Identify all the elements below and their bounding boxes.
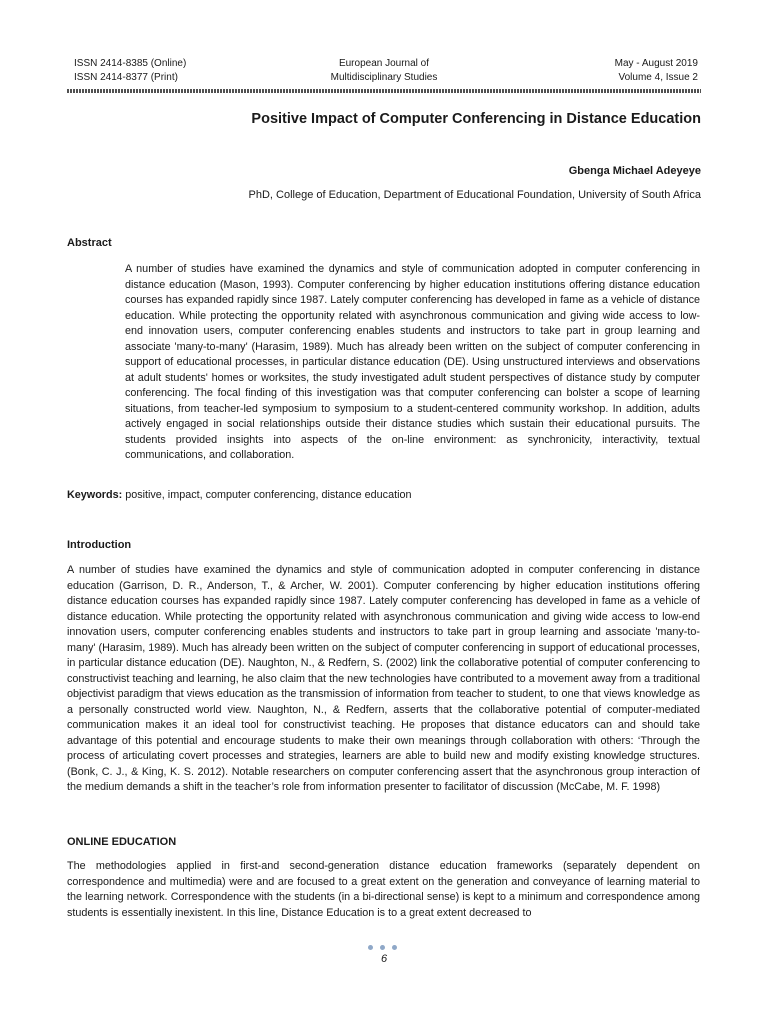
- issn-online: ISSN 2414-8385 (Online): [74, 58, 187, 69]
- introduction-heading: Introduction: [67, 539, 132, 551]
- header-issue: [615, 57, 698, 84]
- paper-title: Positive Impact of Computer Conferencing in Distance Education: [251, 111, 701, 127]
- author-affiliation: PhD, College of Education, Department of Educational Foundation, University of South Africa: [248, 189, 701, 201]
- ornament-dot: [392, 945, 397, 950]
- author-name: Gbenga Michael Adeyeye: [568, 165, 701, 177]
- issn-print: ISSN 2414-8377 (Print): [74, 71, 178, 83]
- ornament-dot: [380, 945, 385, 950]
- keywords-text: positive, impact, computer conferencing, distance education: [122, 489, 412, 501]
- introduction-text: A number of studies have examined the dynamics and style of communication adopted in computer conferencing in distance education (Garrison, D. R., Anderson, T., & Archer, W. 2001). Computer conferencing by higher education institutions offering distance education courses has expanded rapidly since 1987. Lately computer conferencing has developed in fame as a vehicle of distance education. While protecting the opportunity related with asynchronous communication and giving wide access to low-end innovation users, computer conferencing enables students and instructors to take part in group learning and associate 'many-to-many' (Harasim, 1989). Much has already been written on the subject of computer conferencing in support of educational processes, in particular distance education (DE). Naughton, N., & Redfern, S. (2002) link the collaborative potential of computer conferencing to constructivist teaching and learning, he also claim that the new technologies have contributed to a movement away from a traditional objectivist paradigm that views education as the transmission of information from teacher to student, to one that views knowledge as a personally constructed world view. Naughton, N., & Redfern, asserts that the collaborative potential of computer-mediated communication makes it an ideal tool for constructivist teaching. He proposes that distance educators can and should take advantage of this potential and encourage students to make their own meanings through collaboration with others: ‘Through the process of articulating covert processes and strategies, learners are able to build new and modify existing knowledge structures. (Bonk, C. J., & King, K. S. 2012). Notable researchers on computer conferencing assert that the asynchronous group interaction of the medium demands a shift in the teacher’s role from information presenter to facilitator of discussion (McCabe, M. F. 1998): [67, 564, 700, 793]
- issue-volume: Volume 4, Issue 2: [618, 71, 698, 83]
- keywords-label: Keywords:: [67, 489, 123, 501]
- journal-name-line2: Multidisciplinary Studies: [330, 71, 438, 83]
- abstract-heading: Abstract: [67, 237, 112, 249]
- journal-name-line1: European Journal of: [338, 58, 430, 69]
- header-divider: [67, 89, 701, 93]
- online-education-heading: ONLINE EDUCATION: [67, 836, 177, 848]
- online-education-text: The methodologies applied in first-and second-generation distance education frameworks (separately dependent on correspondence and multimedia) were and are focused to a great extent on the generation and conveyance of learning material to the learning network. Correspondence with the students (in a bi-directional sense) is kept to a minimum and correspondence among students is essentially inexistent. In this line, Distance Education is to a great extent decreased to: [67, 860, 700, 919]
- ornament-dot: [368, 945, 373, 950]
- issue-date: May - August 2019: [614, 58, 698, 69]
- abstract-text: A number of studies have examined the dynamics and style of communication adopted in computer conferencing in distance education (Mason, 1993). Computer conferencing by higher education institutions offering distance education courses has expanded rapidly since 1987. Lately computer conferencing has developed in fame as a vehicle of distance education. While protecting the opportunity related with asynchronous communication and giving wide access to low-end innovation users, computer conferencing enables students and instructors to take part in group learning and associate 'many-to-many' (Harasim, 1989). Much has already been written on the subject of computer conferencing in support of educational processes, in particular distance education (DE). Using unstructured interviews and observations at adult students' homes or worksites, the study investigated adult student perspectives of distance study by computer conferencing. The focal finding of this investigation was that computer conferencing can bolster a scope of learning situations, from teacher-led symposium to symposium to a student-centered community workshop. In addition, adults actively engaged in social relationships outside their distance studies which sustain their educational pursuits. The students provided insights into aspects of the on-line environment: as synchronicity, interactivity, textual communications, and collaboration.: [125, 263, 700, 461]
- page-number: 6: [380, 953, 388, 965]
- keywords-line: [67, 489, 411, 501]
- page-ornament: [368, 945, 400, 953]
